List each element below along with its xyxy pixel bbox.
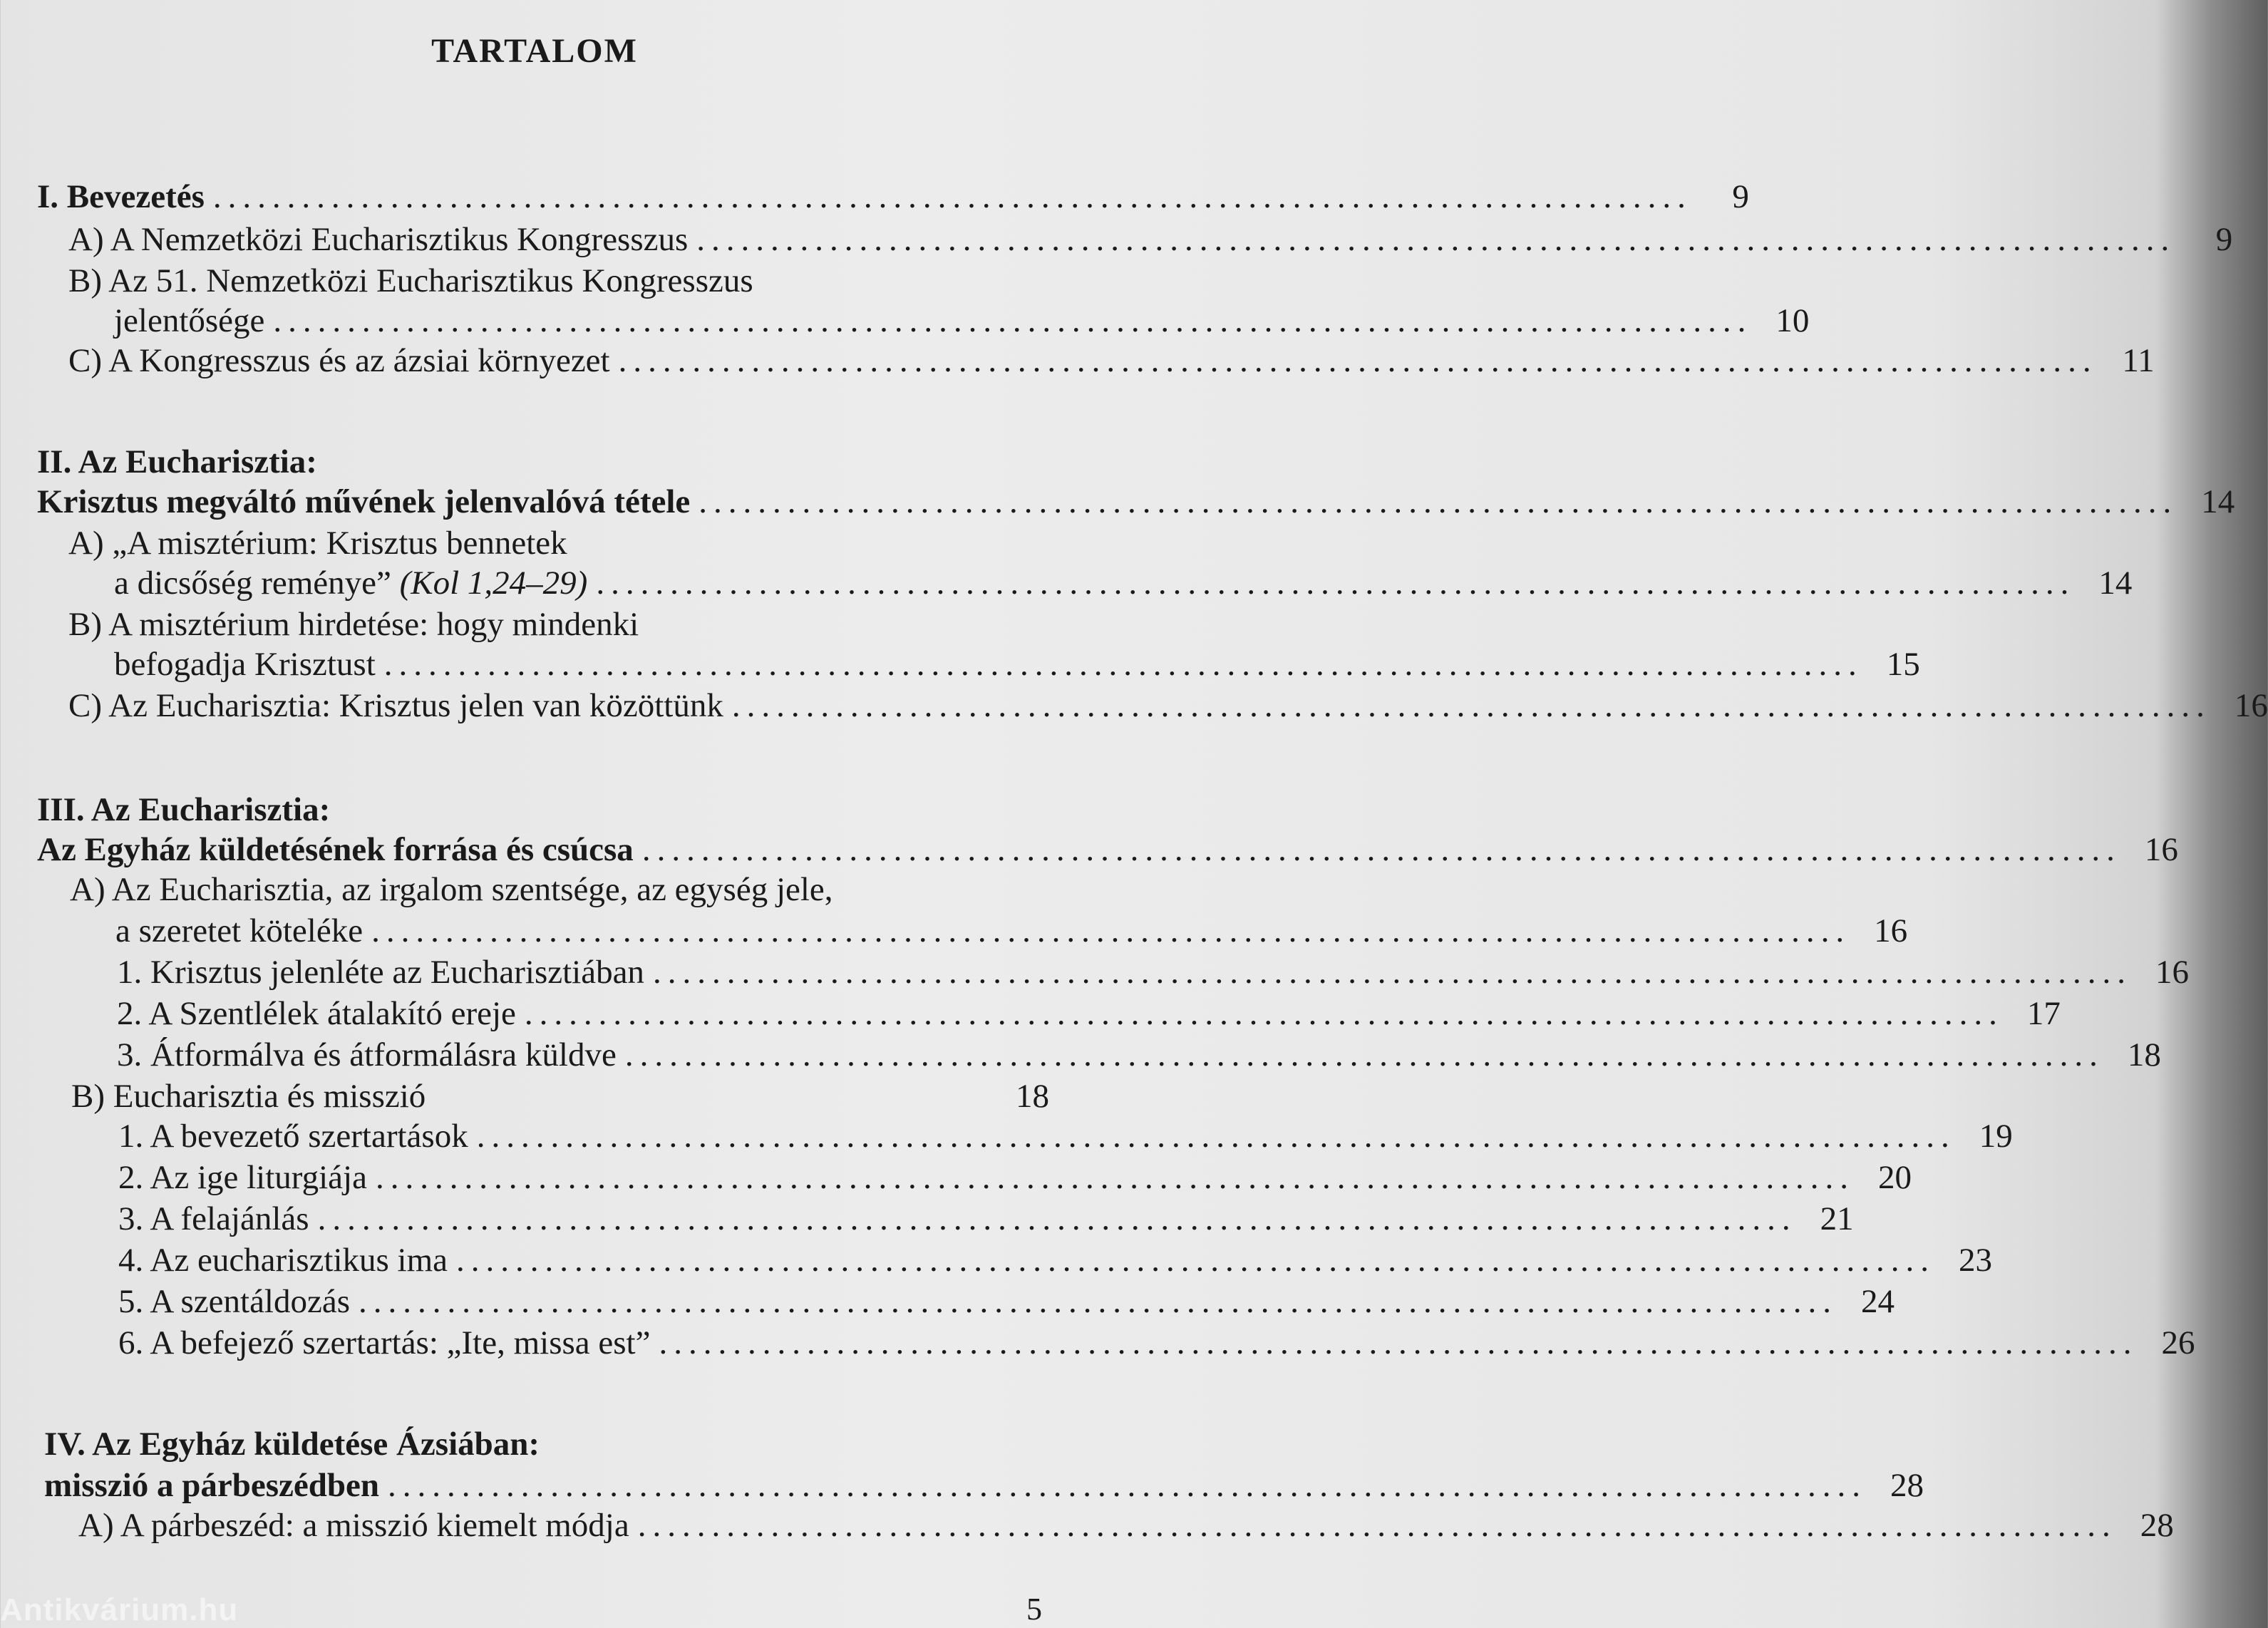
toc-entry <box>68 220 2233 259</box>
toc-label: B) Eucharisztia és misszió <box>71 1078 426 1115</box>
toc-entry <box>114 644 1920 684</box>
toc-entry <box>118 1240 1993 1280</box>
toc-section-3-heading-line1: III. Az Eucharisztia: <box>37 791 331 828</box>
toc-label: 3. Átformálva és átformálásra küldve <box>117 1036 617 1073</box>
toc-page-number: 28 <box>2140 1507 2174 1544</box>
toc-entry <box>68 341 2155 381</box>
toc-label: A) A párbeszéd: a misszió kiemelt módja <box>78 1507 629 1544</box>
toc-page-number: 26 <box>2161 1324 2195 1361</box>
toc-page-number: 19 <box>1979 1118 2013 1155</box>
toc-entry <box>117 1035 2161 1075</box>
toc-entry <box>118 1158 1912 1197</box>
toc-label: befogadja Krisztust <box>114 646 376 683</box>
toc-page-number: 24 <box>1861 1283 1895 1320</box>
toc-label: a szeretet köteléke <box>115 912 364 949</box>
toc-entry <box>114 301 1810 341</box>
toc-page-number: 18 <box>2127 1036 2161 1073</box>
toc-label: 3. A felajánlás <box>118 1200 309 1237</box>
dot-leader: .................................................................................................... <box>731 687 2211 724</box>
toc-label: jelentősége <box>114 302 265 339</box>
dot-leader: .................................................................................................... <box>371 912 1851 949</box>
toc-page-number: 21 <box>1820 1200 1854 1237</box>
toc-label: 4. Az eucharisztikus ima <box>118 1242 448 1279</box>
toc-entry <box>118 1199 1854 1239</box>
dot-leader: .................................................................................................... <box>375 1159 1855 1196</box>
toc-entry <box>118 1116 2013 1156</box>
toc-label: 1. Krisztus jelenléte az Eucharisztiában <box>117 954 644 991</box>
toc-page-number: 9 <box>1732 178 1749 215</box>
toc-label: 2. Az ige liturgiája <box>118 1159 367 1196</box>
toc-entry <box>118 1323 2195 1363</box>
toc-label: 2. A Szentlélek átalakító ereje <box>117 995 516 1032</box>
dot-leader: .................................................................................................... <box>212 178 1692 215</box>
dot-leader: .................................................................................................... <box>524 995 2004 1032</box>
toc-entry <box>117 994 2061 1034</box>
toc-page-number: 28 <box>1890 1467 1924 1504</box>
toc-page-number: 23 <box>1959 1242 1993 1279</box>
toc-page-number: 17 <box>2026 995 2061 1032</box>
dot-leader: .................................................................................................... <box>596 565 2076 602</box>
toc-page-number: 11 <box>2122 342 2155 379</box>
toc-label: Az Egyház küldetésének forrása és csúcsa <box>37 831 634 868</box>
toc-entry-line1: B) A misztérium hirdetése: hogy mindenki <box>68 606 639 643</box>
toc-page-number: 15 <box>1886 646 1920 683</box>
toc-page-number: 10 <box>1775 302 1810 339</box>
toc-entry <box>118 1282 1895 1322</box>
toc-entry <box>68 686 2268 726</box>
toc-page-number: 16 <box>1874 912 1908 949</box>
toc-page-number: 14 <box>2201 483 2235 520</box>
toc-section-2-heading <box>37 482 2235 522</box>
dot-leader: .................................................................................................... <box>637 1507 2117 1544</box>
dot-leader: .................................................................................................... <box>317 1200 1797 1237</box>
dot-leader: .................................................................................................... <box>273 302 1753 339</box>
toc-page-number: 20 <box>1877 1159 1912 1196</box>
toc-label: C) Az Eucharisztia: Krisztus jelen van közöttünk <box>68 687 723 724</box>
toc-entry-line1: A) Az Eucharisztia, az irgalom szentsége, az egység jele, <box>70 871 833 908</box>
dot-leader: .................................................................................................... <box>388 1467 1867 1504</box>
dot-leader: .................................................................................................... <box>696 221 2176 258</box>
page-number: 5 <box>1026 1592 1042 1627</box>
toc-section-3-heading <box>37 830 2178 870</box>
toc-label: 1. A bevezető szertartások <box>118 1118 468 1155</box>
toc-entry <box>114 563 2133 603</box>
toc-entry-line1: B) Az 51. Nemzetközi Eucharisztikus Kongresszus <box>68 262 753 299</box>
dot-leader: .................................................................................................... <box>699 483 2178 520</box>
toc-label: Krisztus megváltó művének jelenvalóvá tétele <box>37 483 691 520</box>
toc-label-text: a dicsőség reménye” <box>114 565 391 602</box>
dot-leader: .................................................................................................... <box>476 1118 1956 1155</box>
dot-leader: .................................................................................................... <box>359 1283 1838 1320</box>
toc-entry <box>78 1505 2174 1545</box>
dot-leader: .................................................................................................... <box>652 954 2132 991</box>
toc-page-number: 9 <box>2215 221 2233 258</box>
toc-label: 5. A szentáldozás <box>118 1283 351 1320</box>
toc-label: misszió a párbeszédben <box>44 1467 379 1504</box>
dot-leader: .................................................................................................... <box>618 342 2098 379</box>
toc-section-4-heading <box>44 1465 1924 1505</box>
dot-leader: .................................................................................................... <box>624 1036 2104 1073</box>
scripture-reference: (Kol 1,24–29) <box>399 565 588 602</box>
toc-section-2-heading-line1: II. Az Eucharisztia: <box>37 443 317 480</box>
toc-label: 6. A befejező szertartás: „Ite, missa est” <box>118 1324 651 1361</box>
dot-leader: .................................................................................................... <box>641 831 2121 868</box>
toc-page-number: 14 <box>2098 565 2133 602</box>
toc-label: C) A Kongresszus és az ázsiai környezet <box>68 342 610 379</box>
toc-section-4-heading-line1: IV. Az Egyház küldetése Ázsiában: <box>44 1426 540 1463</box>
toc-page-number: 18 <box>1016 1078 1049 1115</box>
toc-section-1-heading <box>37 177 1749 217</box>
dot-leader: .................................................................................................... <box>456 1242 1936 1279</box>
toc-label <box>114 563 587 603</box>
page-title: TARTALOM <box>431 32 638 70</box>
toc-entry-line1: A) „A misztérium: Krisztus bennetek <box>68 525 567 562</box>
toc-page-number: 16 <box>2144 831 2178 868</box>
toc-label: I. Bevezetés <box>37 178 205 215</box>
toc-page-number: 16 <box>2155 954 2189 991</box>
toc-entry <box>71 1076 1049 1116</box>
watermark: Antikvárium.hu <box>0 1592 239 1627</box>
dot-leader: .................................................................................................... <box>659 1324 2138 1361</box>
toc-entry <box>115 911 1908 951</box>
toc-label: A) A Nemzetközi Eucharisztikus Kongresszus <box>68 221 689 258</box>
toc-page-number: 16 <box>2234 687 2268 724</box>
dot-leader: .................................................................................................... <box>383 646 1863 683</box>
toc-entry <box>117 952 2189 992</box>
